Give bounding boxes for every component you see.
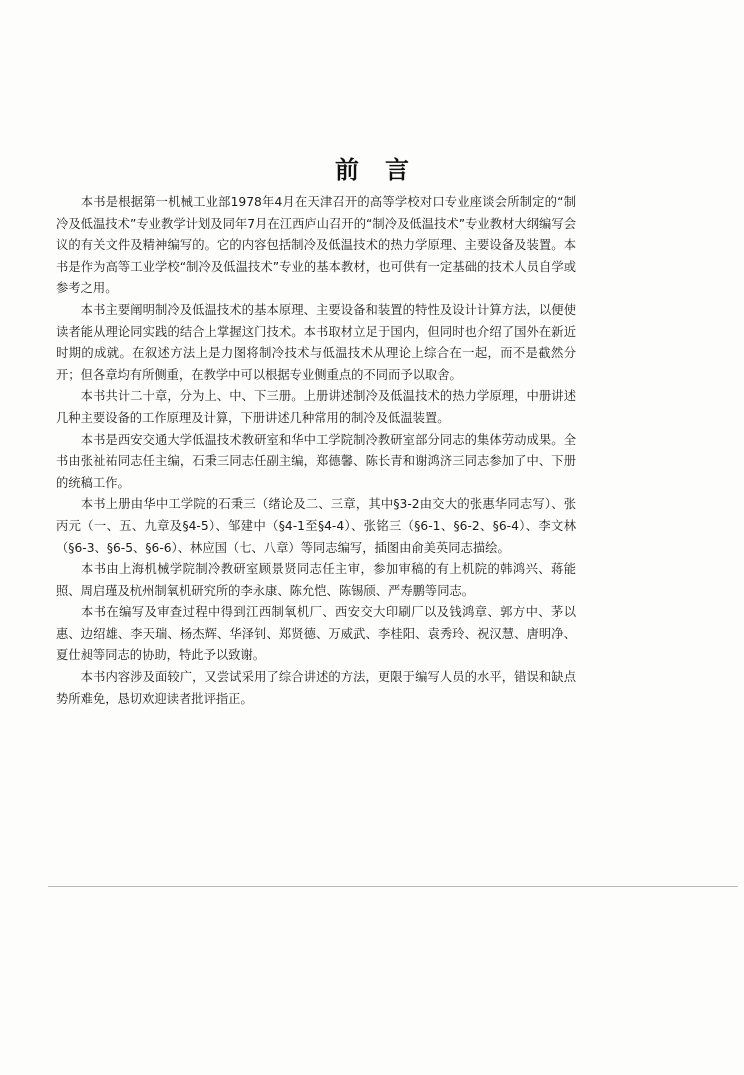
paragraph bbox=[56, 386, 576, 429]
paragraph-text: 本书内容涉及面较广，又尝试采用了综合讲述的方法，更限于编写人员的水平，错误和缺点势所难免，恳切欢迎读者批评指正。 bbox=[56, 670, 576, 706]
paragraph-text: 本书在编写及审查过程中得到江西制氧机厂、西安交大印刷厂以及钱鸿章、郭方中、茅以惠、边绍雄、李天瑞、杨杰辉、华泽钊、郑贤德、万威武、李桂阳、袁秀玲、祝汉慧、唐明净、夏仕昶等同志的协助，特此予以致谢。 bbox=[56, 605, 576, 663]
paragraph bbox=[56, 667, 576, 710]
paragraph bbox=[56, 602, 576, 667]
paragraph bbox=[56, 559, 576, 602]
preface-body bbox=[56, 192, 576, 710]
paragraph bbox=[56, 430, 576, 495]
page-divider bbox=[48, 886, 738, 887]
paragraph bbox=[56, 300, 576, 386]
paragraph bbox=[56, 494, 576, 559]
page-title: 前言 bbox=[335, 156, 435, 184]
paragraph-text: 本书主要阐明制冷及低温技术的基本原理、主要设备和装置的特性及设计计算方法，以便使读者能从理论同实践的结合上掌握这门技术。本书取材立足于国内，但同时也介绍了国外在新近时期的成就。在叙述方法上是力图将制冷技术与低温技术从理论上综合在一起，而不是截然分开；但各章均有所侧重，在教学中可以根据专业侧重点的不同而予以取舍。 bbox=[56, 302, 576, 382]
paragraph-text: 本书上册由华中工学院的石秉三（绪论及二、三章，其中§3-2由交大的张惠华同志写）、张丙元（一、五、九章及§4-5）、邹建中（§4-1至§4-4）、张铭三（§6-1、§6-2、§6-4）、李文林（§6-3、§6-5、§6-6）、林应国（七、八章）等同志编写，插图由俞美英同志描绘。 bbox=[56, 497, 576, 555]
paragraph-text: 本书是根据第一机械工业部1978年4月在天津召开的高等学校对口专业座谈会所制定的“制冷及低温技术”专业教学计划及同年7月在江西庐山召开的“制冷及低温技术”专业教材大纲编写会议的有关文件及精神编写的。它的内容包括制冷及低温技术的热力学原理、主要设备及装置。本书是作为高等工业学校“制冷及低温技术”专业的基本教材，也可供有一定基础的技术人员自学或参考之用。 bbox=[56, 195, 576, 296]
paragraph bbox=[56, 192, 576, 300]
paragraph-text: 本书由上海机械学院制冷教研室顾景贤同志任主审，参加审稿的有上机院的韩鸿兴、蒋能照、周启瑾及杭州制氧机研究所的李永康、陈允恺、陈锡颀、严寿鹏等同志。 bbox=[56, 562, 576, 598]
paragraph-text: 本书是西安交通大学低温技术教研室和华中工学院制冷教研室部分同志的集体劳动成果。全书由张祉祐同志任主编，石秉三同志任副主编，郑德馨、陈长青和谢鸿济三同志参加了中、下册的统稿工作。 bbox=[56, 432, 576, 490]
paragraph-text: 本书共计二十章，分为上、中、下三册。上册讲述制冷及低温技术的热力学原理，中册讲述几种主要设备的工作原理及计算，下册讲述几种常用的制冷及低温装置。 bbox=[56, 389, 576, 425]
